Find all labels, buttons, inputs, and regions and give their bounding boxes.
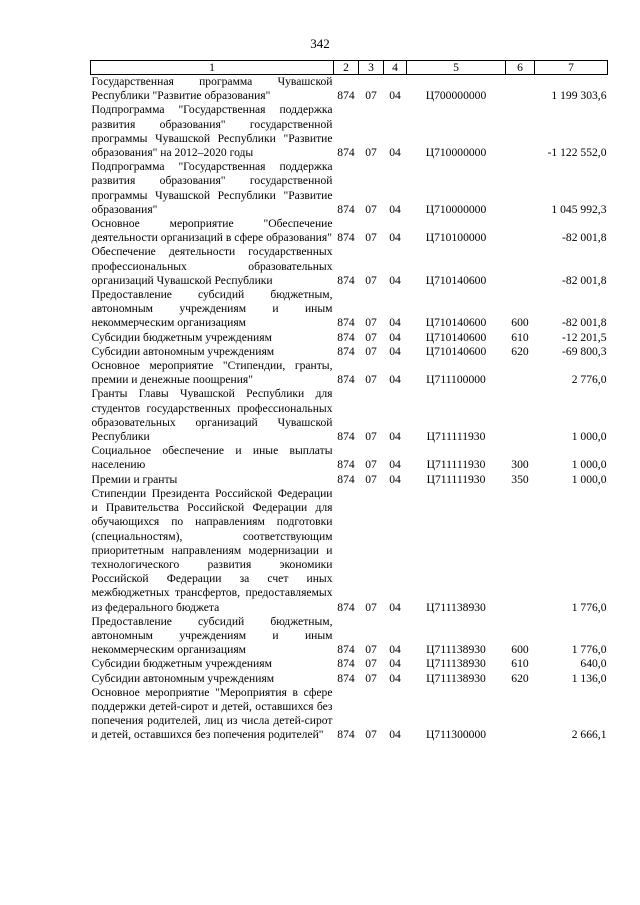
row-name: Государственная программа Чувашской Республики "Развитие образования" [91, 75, 333, 103]
row-name: Социальное обеспечение и иные выплаты населению [91, 444, 333, 472]
header-cell-2: 2 [334, 61, 359, 75]
row-expense-type [506, 359, 535, 387]
table-row [91, 657, 608, 671]
row-target-article: Ц711111930 [426, 458, 486, 472]
row-subsection: 04 [389, 316, 401, 330]
header-cell-7: 7 [535, 61, 608, 75]
row-ministry-code: 874 [337, 273, 355, 287]
row-target-article: Ц711138930 [426, 643, 486, 657]
row-section: 07 [365, 600, 377, 614]
table-row [91, 345, 608, 359]
row-subsection: 04 [389, 344, 401, 358]
row-name: Субсидии автономным учреждениям [91, 671, 275, 685]
row-subsection: 04 [389, 202, 401, 216]
row-name: Основное мероприятие "Обеспечение деятельности организаций в сфере образования" [91, 217, 333, 245]
row-amount: 1 045 992,3 [551, 202, 607, 216]
row-amount: 1 136,0 [571, 671, 607, 685]
row-expense-type [506, 387, 535, 444]
row-ministry-code: 874 [337, 231, 355, 245]
row-amount: 640,0 [580, 657, 607, 671]
row-amount: 1 000,0 [571, 472, 607, 486]
row-target-article: Ц710140600 [425, 273, 487, 287]
table-row [91, 359, 608, 387]
header-cell-3: 3 [359, 61, 384, 75]
header-cell-6: 6 [506, 61, 535, 75]
row-ministry-code: 874 [337, 643, 355, 657]
row-name: Субсидии бюджетным учреждениям [91, 657, 272, 671]
table-row [91, 160, 608, 217]
row-ministry-code: 874 [337, 89, 355, 103]
row-section: 07 [365, 671, 377, 685]
row-section: 07 [365, 231, 377, 245]
row-target-article: Ц711138930 [426, 657, 486, 671]
row-section: 07 [365, 89, 377, 103]
row-target-article: Ц711138930 [426, 600, 486, 614]
header-cell-5: 5 [407, 61, 506, 75]
table-row [91, 686, 608, 743]
row-subsection: 04 [389, 273, 401, 287]
row-name: Предоставление субсидий бюджетным, автономным учреждениям и иным некоммерческим организациям [91, 288, 333, 330]
row-subsection: 04 [389, 458, 401, 472]
table-row [91, 672, 608, 686]
row-expense-type [506, 245, 535, 288]
table-row [91, 444, 608, 472]
row-name: Субсидии автономным учреждениям [91, 344, 275, 358]
row-subsection: 04 [389, 146, 401, 160]
row-ministry-code: 874 [337, 316, 355, 330]
row-subsection: 04 [389, 657, 401, 671]
row-target-article: Ц711138930 [426, 671, 486, 685]
row-subsection: 04 [389, 600, 401, 614]
table-row [91, 387, 608, 444]
row-subsection: 04 [389, 430, 401, 444]
table-row [91, 245, 608, 288]
row-amount: -12 201,5 [562, 330, 607, 344]
row-expense-type [506, 487, 535, 615]
row-amount: 2 666,1 [571, 728, 607, 742]
row-ministry-code: 874 [337, 728, 355, 742]
budget-table [90, 60, 608, 743]
row-expense-type: 600 [511, 316, 529, 330]
row-amount: 1 199 303,6 [551, 89, 607, 103]
row-section: 07 [365, 472, 377, 486]
row-expense-type: 620 [511, 671, 529, 685]
table-row [91, 331, 608, 345]
row-section: 07 [365, 146, 377, 160]
row-target-article: Ц710000000 [425, 202, 487, 216]
row-amount: -1 122 552,0 [547, 146, 607, 160]
page-number: 342 [310, 36, 330, 51]
row-ministry-code: 874 [337, 657, 355, 671]
row-subsection: 04 [389, 373, 401, 387]
row-subsection: 04 [389, 671, 401, 685]
row-section: 07 [365, 657, 377, 671]
table-header-row [91, 61, 608, 75]
row-name: Субсидии бюджетным учреждениям [91, 330, 272, 344]
row-name: Премии и гранты [91, 472, 178, 486]
row-expense-type: 620 [511, 344, 529, 358]
row-amount: 1 000,0 [571, 430, 607, 444]
table-row [91, 615, 608, 658]
row-subsection: 04 [389, 330, 401, 344]
row-target-article: Ц710140600 [425, 330, 487, 344]
row-target-article: Ц710000000 [425, 146, 487, 160]
row-name: Подпрограмма "Государственная поддержка развития образования" государственной программы Чувашской Республики "Развитие образования" [91, 160, 333, 216]
row-ministry-code: 874 [337, 600, 355, 614]
table-row [91, 487, 608, 615]
row-target-article: Ц711100000 [426, 373, 486, 387]
row-amount: 2 776,0 [571, 373, 607, 387]
row-expense-type [506, 217, 535, 245]
table-row [91, 75, 608, 104]
row-section: 07 [365, 202, 377, 216]
row-section: 07 [365, 273, 377, 287]
row-amount: -82 001,8 [562, 273, 607, 287]
row-target-article: Ц711300000 [425, 728, 487, 742]
row-section: 07 [365, 330, 377, 344]
row-subsection: 04 [389, 231, 401, 245]
row-amount: 1 000,0 [571, 458, 607, 472]
row-target-article: Ц710100000 [425, 231, 487, 245]
header-cell-4: 4 [384, 61, 407, 75]
row-expense-type [506, 75, 535, 104]
row-subsection: 04 [389, 472, 401, 486]
row-expense-type: 350 [511, 472, 529, 486]
row-section: 07 [365, 458, 377, 472]
row-ministry-code: 874 [337, 202, 355, 216]
row-subsection: 04 [389, 643, 401, 657]
row-subsection: 04 [389, 89, 401, 103]
row-ministry-code: 874 [337, 472, 355, 486]
row-section: 07 [365, 430, 377, 444]
row-section: 07 [365, 344, 377, 358]
row-expense-type [506, 103, 535, 160]
row-name: Основное мероприятие "Стипендии, гранты, премии и денежные поощрения" [91, 359, 333, 387]
row-expense-type [506, 160, 535, 217]
row-amount: -82 001,8 [562, 231, 607, 245]
row-name: Подпрограмма "Государственная поддержка развития образования" государственной программы Чувашской Республики "Развитие образования" на 2012–2020 годы [91, 103, 333, 160]
row-ministry-code: 874 [337, 373, 355, 387]
row-name: Гранты Главы Чувашской Республики для студентов государственных профессиональных образовательных организаций Чувашской Республики [91, 387, 333, 444]
row-amount: -82 001,8 [562, 316, 607, 330]
row-name: Предоставление субсидий бюджетным, автономным учреждениям и иным некоммерческим организациям [91, 614, 333, 657]
row-ministry-code: 874 [337, 344, 355, 358]
row-amount: 1 776,0 [571, 600, 607, 614]
row-amount: -69 800,3 [562, 344, 607, 358]
row-target-article: Ц700000000 [425, 89, 487, 103]
row-ministry-code: 874 [337, 430, 355, 444]
row-target-article: Ц710140600 [425, 316, 487, 330]
row-expense-type: 300 [511, 458, 529, 472]
row-expense-type: 610 [511, 330, 529, 344]
row-section: 07 [365, 643, 377, 657]
row-expense-type: 610 [511, 657, 529, 671]
row-target-article: Ц711111930 [426, 472, 486, 486]
row-name: Стипендии Президента Российской Федерации и Правительства Российской Федерации для обучающихся по направлениям подготовки (специальностям), соответствующим приоритетным направлениям модернизации и технологического развития экономики Российской Федерации за счет иных межбюджетных трансфертов, предоставляемых из федерального бюджета [91, 486, 333, 614]
table-row [91, 473, 608, 487]
row-subsection: 04 [389, 728, 401, 742]
header-cell-1: 1 [91, 61, 334, 75]
row-target-article: Ц710140600 [425, 344, 487, 358]
row-name: Основное мероприятие "Мероприятия в сфере поддержки детей-сирот и детей, оставшихся без попечения родителей, лиц из числа детей-сирот и детей, оставшихся без попечения родителей" [91, 685, 333, 742]
row-section: 07 [365, 728, 377, 742]
row-amount: 1 776,0 [571, 643, 607, 657]
row-section: 07 [365, 373, 377, 387]
table-row [91, 288, 608, 331]
row-expense-type [506, 686, 535, 743]
row-name: Обеспечение деятельности государственных профессиональных образовательных организаций Чувашской Республики [91, 245, 333, 287]
row-ministry-code: 874 [337, 458, 355, 472]
row-target-article: Ц711111930 [426, 430, 486, 444]
row-ministry-code: 874 [337, 671, 355, 685]
row-ministry-code: 874 [337, 330, 355, 344]
row-section: 07 [365, 316, 377, 330]
table-row [91, 217, 608, 245]
row-expense-type: 600 [511, 643, 529, 657]
row-ministry-code: 874 [337, 146, 355, 160]
table-row [91, 103, 608, 160]
